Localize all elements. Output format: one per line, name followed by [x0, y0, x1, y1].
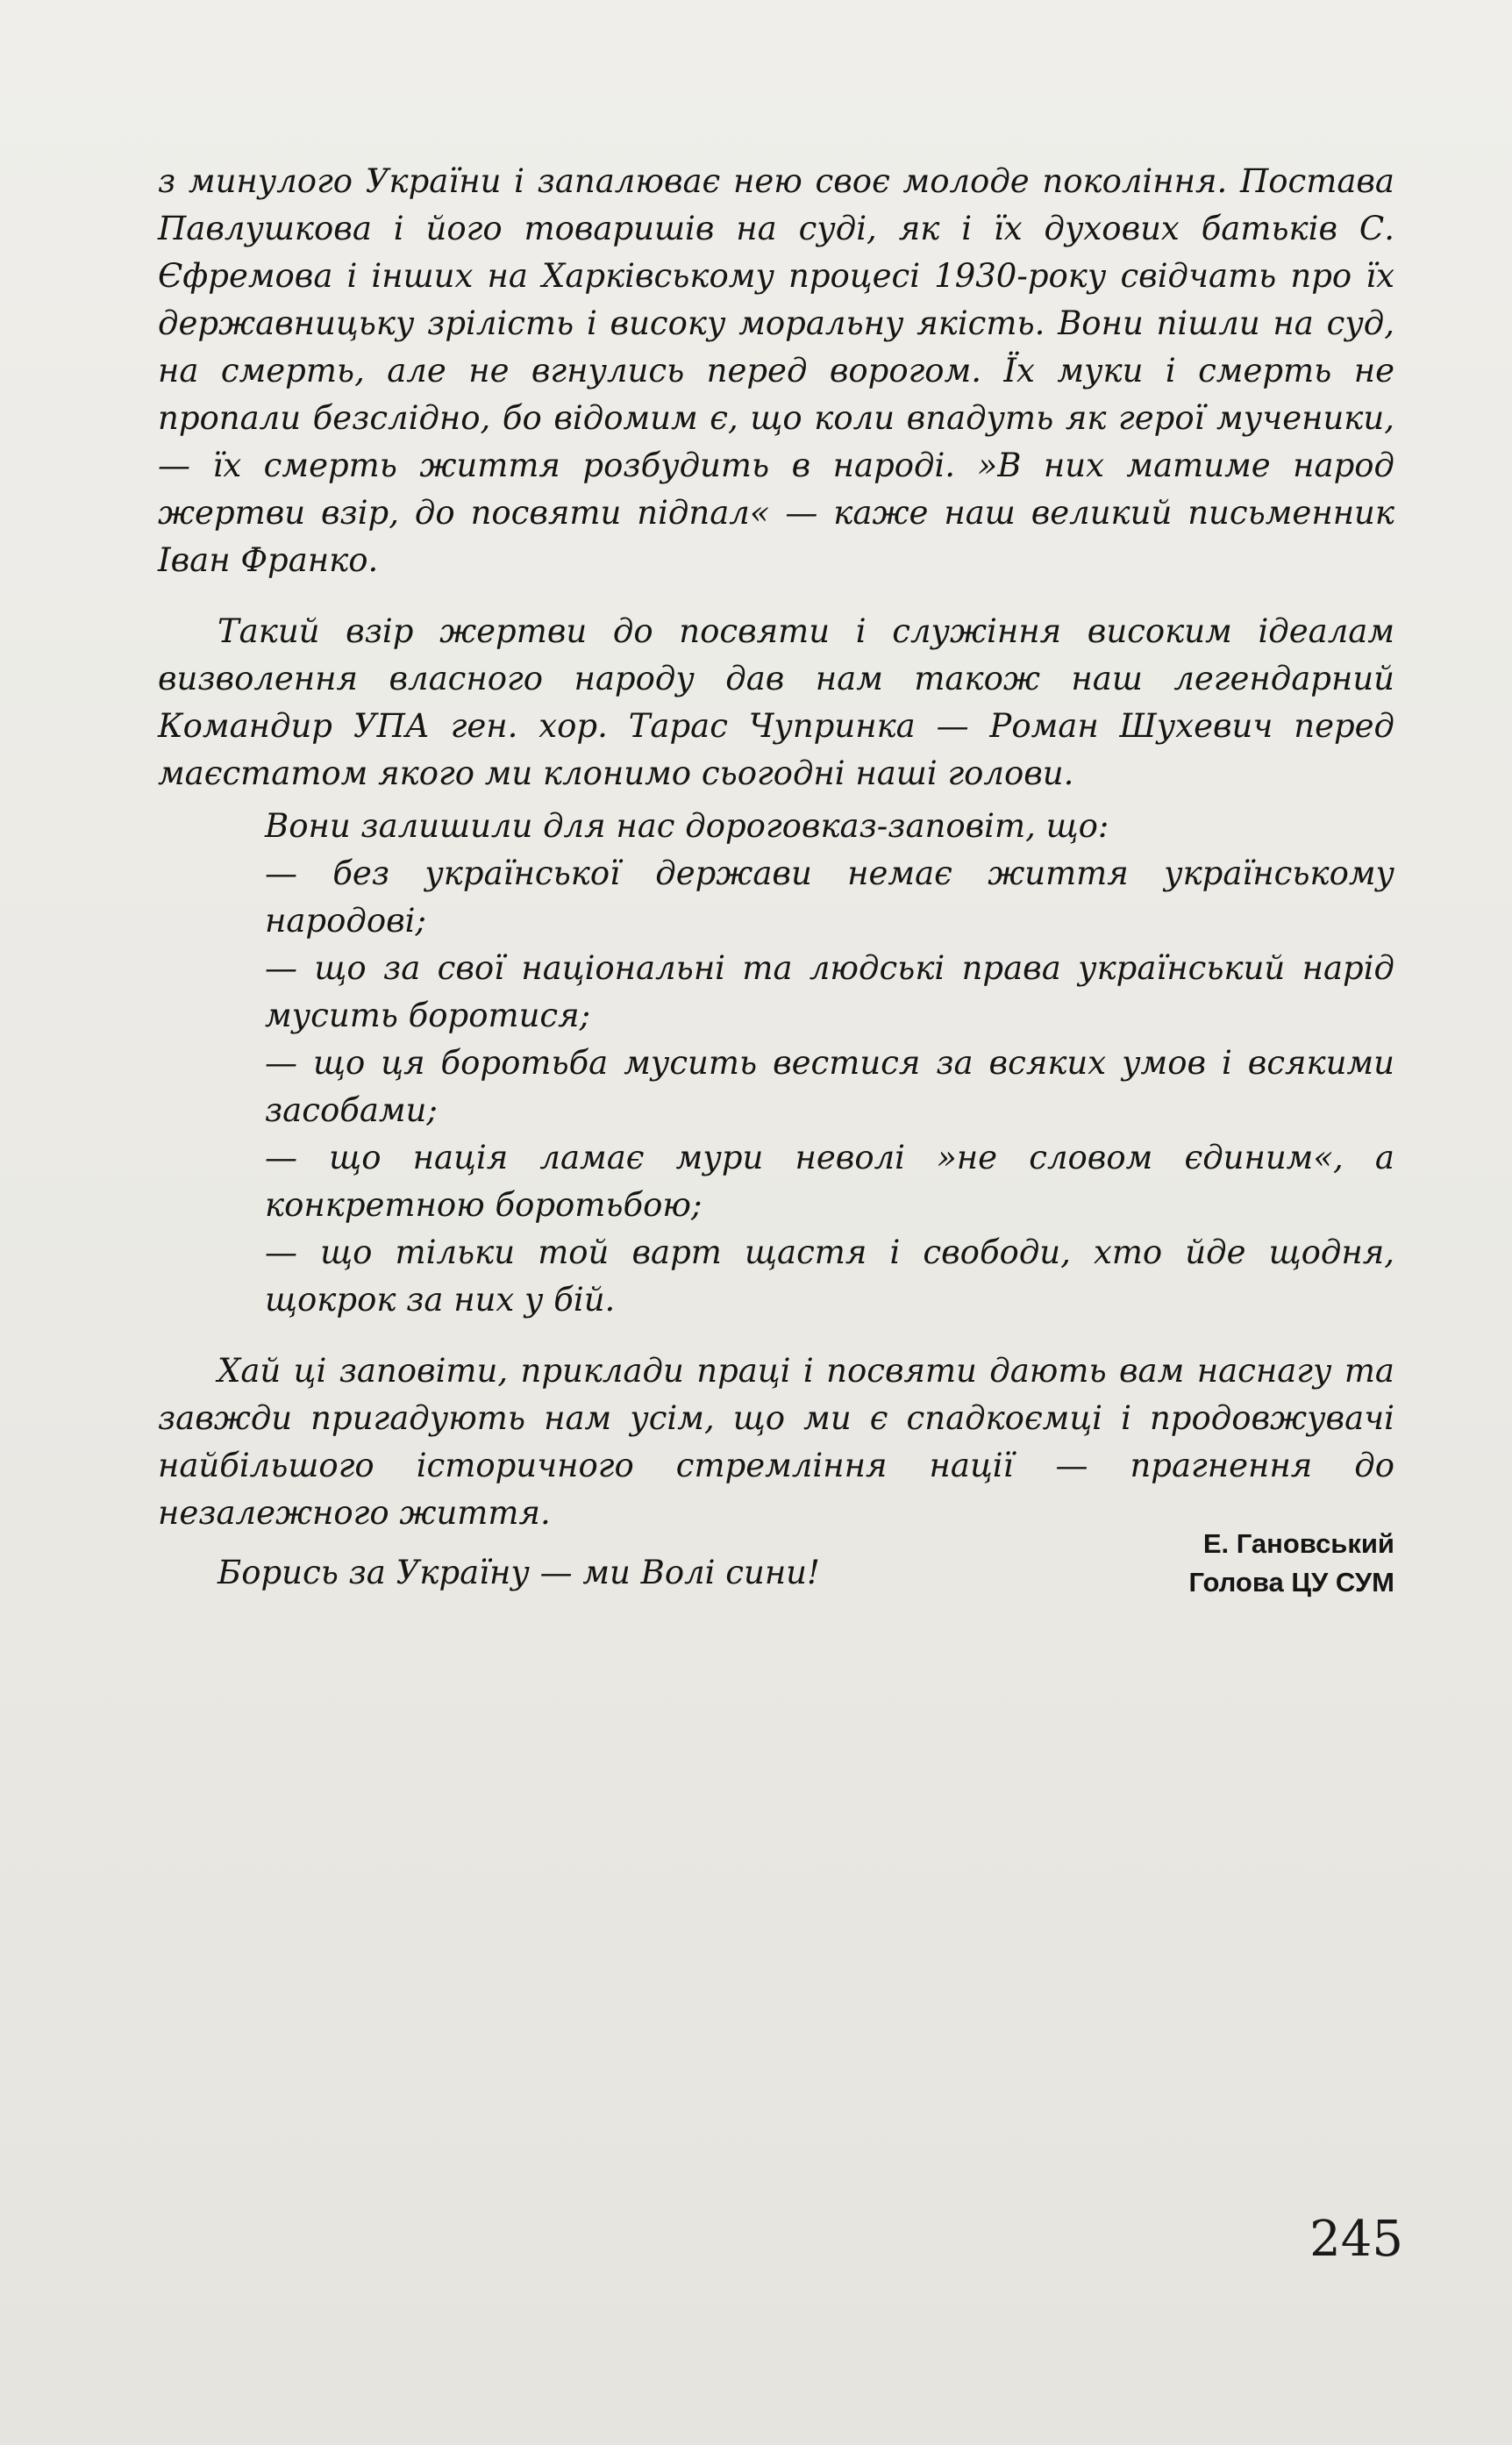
closing-slogan: Борись за Україну — ми Волі сини!: [218, 1554, 820, 1591]
testament-item-5: — що тільки той варт щастя і свободи, хто йде щодня, щокрок за них у бій.: [265, 1233, 1394, 1319]
signature-block: [1188, 1525, 1394, 1602]
main-text: [158, 158, 1394, 1597]
signature-name: Е. Гановський: [1202, 1528, 1394, 1559]
testament-item-2: — що за свої національні та людські права український нарід мусить боротися;: [265, 949, 1394, 1034]
testament-item-1: — без української держави немає життя українському народові;: [265, 854, 1394, 940]
signature-title: Голова ЦУ СУМ: [1188, 1567, 1394, 1598]
testament-item-4: — що нація ламає мури неволі »не словом єдиним«, а конкретною боротьбою;: [265, 1139, 1394, 1224]
testament-item-3: — що ця боротьба мусить вестися за всяких умов і всякими засобами;: [265, 1044, 1394, 1129]
paragraph-4: Хай ці заповіти, приклади праці і посвяти дають вам наснагу та завжди пригадують нам усім, що ми є спадкоємці і продовжувачі найбільшого історичного стремління нації — прагнення до незалежного життя.: [158, 1352, 1394, 1532]
paragraph-1: з минулого України і запалюває нею своє молоде покоління. Постава Павлушкова і його товаришів на суді, як і їх духових батьків С. Єфремова і інших на Харківському процесі 1930-року свідчать про їх державницьку зрілість і високу моральну якість. Вони пішли на суд, на смерть, але не вгнулись перед ворогом. Їх муки і смерть не пропали безслідно, бо відомим є, що коли впадуть як герої мученики, — їх смерть життя розбудить в народі. »В них матиме народ жертви взір, до посвяти підпал« — каже наш великий письменник Іван Франко.: [158, 162, 1394, 579]
testament-intro: Вони залишили для нас дороговказ-заповіт, що:: [265, 807, 1109, 845]
page-number: 245: [1309, 2211, 1403, 2268]
paragraph-2: Такий взір жертви до посвяти і служіння високим ідеалам визволення власного народу дав нам також наш легендарний Командир УПА ген. хор. Тарас Чупринка — Роман Шухевич перед маєстатом якого ми клонимо сьогодні наші голови.: [158, 612, 1394, 792]
